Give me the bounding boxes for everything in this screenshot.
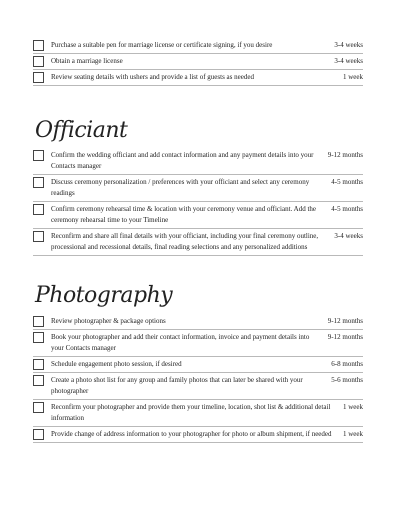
checkbox[interactable] <box>33 204 44 215</box>
list-item <box>33 202 363 229</box>
list-item <box>33 427 363 443</box>
list-item <box>33 175 363 202</box>
checkbox[interactable] <box>33 40 44 51</box>
task-text: Discuss ceremony personalization / preferences with your officiant and select any ceremony readings <box>51 178 310 197</box>
timeframe: 4-5 months <box>331 205 363 213</box>
task-text: Confirm the wedding officiant and add contact information and any payment details into your Contacts manager <box>51 151 314 170</box>
task-text: Reconfirm your photographer and provide them your timeline, location, shot list & additional detail information <box>51 403 331 422</box>
checkbox[interactable] <box>33 316 44 327</box>
checkbox[interactable] <box>33 177 44 188</box>
checkbox[interactable] <box>33 72 44 83</box>
timeframe: 9-12 months <box>327 317 363 325</box>
list-item <box>33 400 363 427</box>
task-text: Provide change of address information to your photographer for photo or album shipment, if needed <box>51 430 332 438</box>
list-item <box>33 70 363 86</box>
timeframe: 3-4 weeks <box>334 41 363 49</box>
task-text: Schedule engagement photo session, if desired <box>51 360 182 368</box>
timeframe: 6-8 months <box>331 360 363 368</box>
task-text: Book your photographer and add their contact information, invoice and payment details into your Contacts manager <box>51 333 310 352</box>
task-text: Confirm ceremony rehearsal time & location with your ceremony venue and officiant. Add the ceremony rehearsal time to your Timeline <box>51 205 317 224</box>
task-text: Create a photo shot list for any group and family photos that can later be shared with your photographer <box>51 376 303 395</box>
checkbox[interactable] <box>33 429 44 440</box>
section-title-photography: Photography <box>35 283 173 308</box>
list-item <box>33 373 363 400</box>
timeframe: 1 week <box>342 430 363 438</box>
checkbox[interactable] <box>33 150 44 161</box>
section-officiant <box>33 148 363 256</box>
timeframe: 9-12 months <box>327 333 363 341</box>
checkbox[interactable] <box>33 402 44 413</box>
checkbox[interactable] <box>33 359 44 370</box>
timeframe: 9-12 months <box>327 151 363 159</box>
section-photography <box>33 314 363 443</box>
section-title-officiant: Officiant <box>35 118 128 143</box>
section-misc <box>33 38 363 86</box>
task-text: Review seating details with ushers and provide a list of guests as needed <box>51 73 254 81</box>
list-item <box>33 314 363 330</box>
task-text: Review photographer & package options <box>51 317 166 325</box>
timeframe: 4-5 months <box>331 178 363 186</box>
checkbox[interactable] <box>33 332 44 343</box>
checkbox[interactable] <box>33 375 44 386</box>
checkbox[interactable] <box>33 56 44 67</box>
timeframe: 1 week <box>342 403 363 411</box>
list-item <box>33 357 363 373</box>
task-text: Reconfirm and share all final details with your officiant, including your final ceremony outline, processional and recessional details, final reading selections and any personalized additions <box>51 232 319 251</box>
task-text: Obtain a marriage license <box>51 57 123 65</box>
timeframe: 3-4 weeks <box>334 57 363 65</box>
list-item <box>33 38 363 54</box>
list-item <box>33 330 363 357</box>
checkbox[interactable] <box>33 231 44 242</box>
list-item <box>33 229 363 256</box>
list-item <box>33 148 363 175</box>
timeframe: 5-6 months <box>331 376 363 384</box>
list-item <box>33 54 363 70</box>
timeframe: 3-4 weeks <box>334 232 363 240</box>
timeframe: 1 week <box>342 73 363 81</box>
task-text: Purchase a suitable pen for marriage license or certificate signing, if you desire <box>51 41 273 49</box>
